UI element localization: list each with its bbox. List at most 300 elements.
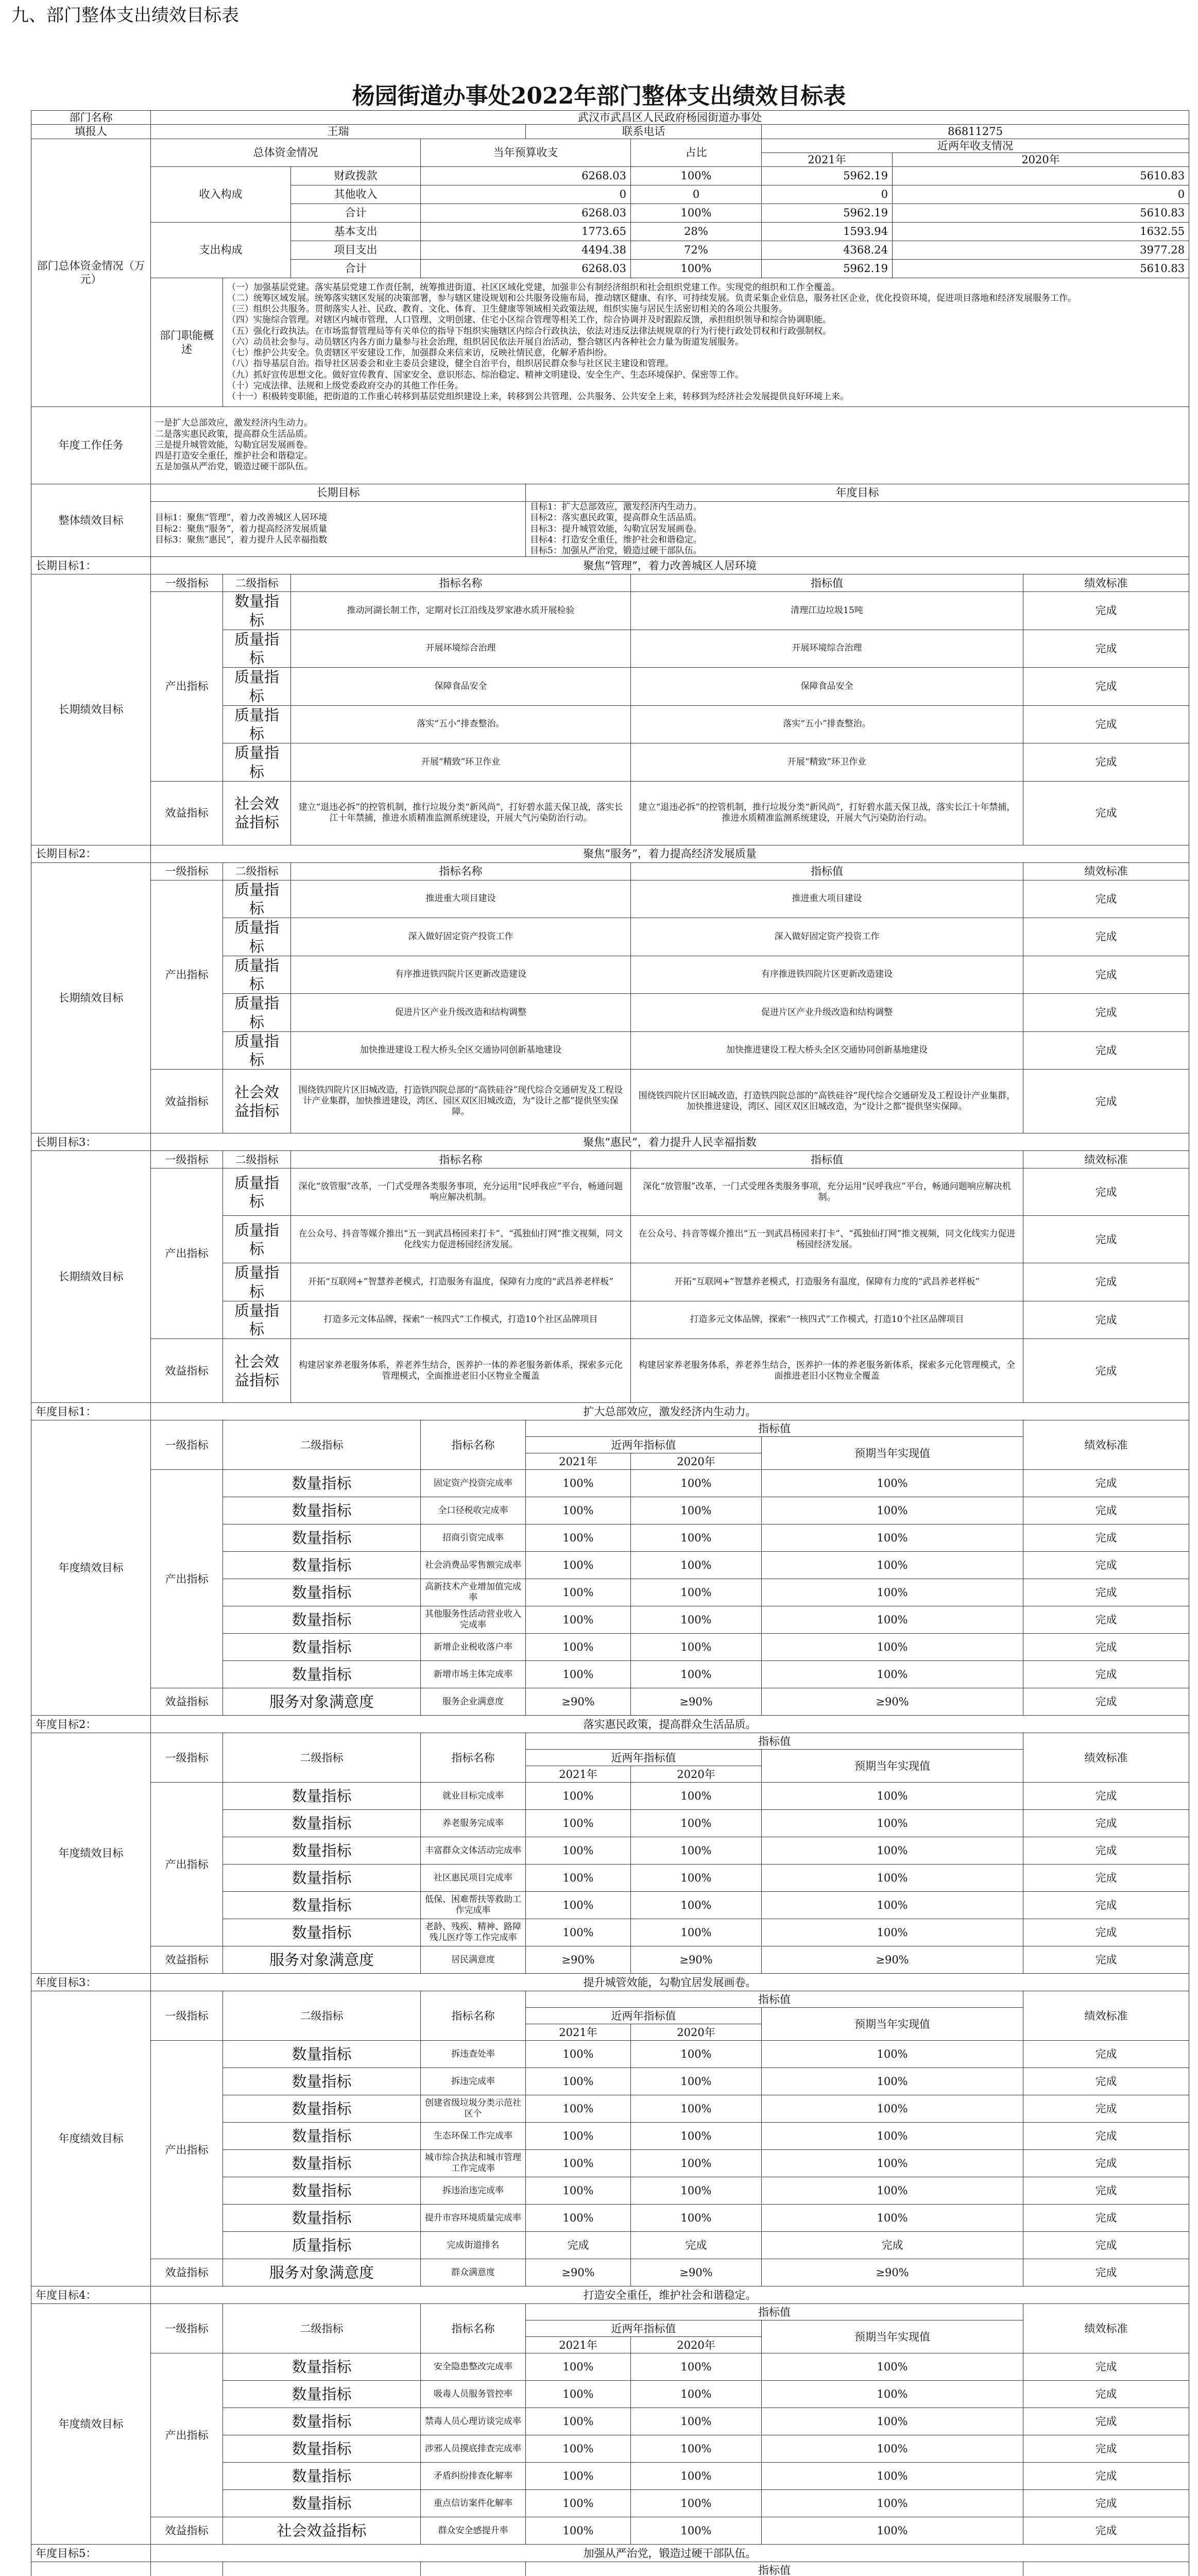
- year-goal-caption: 年度目标5：: [31, 2545, 151, 2562]
- long-goal-caption-row: [31, 557, 1189, 574]
- text-line: （四）实施综合管理。对辖区内城市管理、人口管理、文明创建、住宅小区综合管理等相关工作，综合协调并及时跟踪反馈，承担组织领导和综合协调职能。: [227, 315, 831, 326]
- header-l1: 一级指标: [151, 1991, 223, 2041]
- value-2021: 100%: [526, 1783, 631, 1810]
- header-l2: 二级指标: [223, 1151, 291, 1168]
- year-goal-name: 提升城管效能，勾勒宜居发展画卷。: [151, 1974, 1189, 1991]
- status-cell: 完成: [1023, 1634, 1189, 1661]
- header-recent: 近两年指标值: [526, 2320, 762, 2337]
- text-line: （十）完成法律、法规和上级党委政府交办的其他工作任务。: [227, 380, 464, 391]
- long-goal-caption-row: [31, 1133, 1189, 1151]
- long-goal-row: [31, 1070, 1189, 1133]
- value-expected: 100%: [762, 2517, 1023, 2545]
- funds-header-budget: 当年预算收支: [421, 139, 631, 167]
- header-l2: 二级指标: [223, 1991, 421, 2041]
- header-trend: 绩效标准: [1023, 1733, 1189, 1783]
- value-2021: 100%: [526, 1606, 631, 1634]
- value-2020: 100%: [631, 1634, 762, 1661]
- header-trend: 绩效标准: [1023, 574, 1189, 592]
- dept-row: [31, 111, 1189, 125]
- header-name: [421, 2562, 526, 2576]
- indicator-content: 开拓“互联网+”智慧养老模式，打造服务有温度，保障有力度的“武昌养老样板”: [291, 1263, 631, 1301]
- l2-cell: 数量指标: [223, 1606, 421, 1634]
- status-cell: 完成: [1023, 1579, 1189, 1606]
- value-2021: 100%: [526, 1919, 631, 1946]
- indicator-name: 生态环保工作完成率: [421, 2123, 526, 2150]
- status-cell: 完成: [1023, 1783, 1189, 1810]
- value-expected: 100%: [762, 2435, 1023, 2463]
- indicator-value: 加快推进建设工程大桥头全区交通协同创新基地建设: [631, 1031, 1023, 1070]
- l2-cell: 数量指标: [223, 2205, 421, 2232]
- indicator-name: 全口径税收完成率: [421, 1497, 526, 1524]
- funds-2020: 5610.83: [893, 167, 1189, 185]
- header-trend: 绩效标准: [1023, 1420, 1189, 1470]
- funds-2021: 0: [762, 185, 893, 204]
- header-value: 指标值: [631, 862, 1023, 880]
- funds-share: 100%: [631, 260, 762, 278]
- year-goal-label: [31, 2562, 151, 2576]
- text-line: （七）维护公共安全。负责辖区平安建设工作，加强群众来信来访，反映社情民意，化解矛盾纠纷。: [227, 348, 612, 359]
- status-cell: 完成: [1023, 743, 1189, 782]
- year-goal-caption: 年度目标2：: [31, 1716, 151, 1733]
- long-goal-row: [31, 592, 1189, 630]
- year-goal-header-row: [31, 1733, 1189, 1750]
- indicator-name: 新增市场主体完成率: [421, 1661, 526, 1688]
- indicator-content: 深入做好固定资产投资工作: [291, 918, 631, 956]
- value-expected: 100%: [762, 2381, 1023, 2408]
- value-2021: ≥90%: [526, 1688, 631, 1716]
- l1-output: 产出指标: [151, 1783, 223, 1946]
- value-2020: ≥90%: [631, 1688, 762, 1716]
- indicator-name: 社会消费品零售额完成率: [421, 1552, 526, 1579]
- funds-budget: 1773.65: [421, 223, 631, 241]
- l1-output: 产出指标: [151, 1470, 223, 1688]
- indicator-content: 有序推进铁四院片区更新改造建设: [291, 956, 631, 994]
- header-2020: 2020年: [631, 2024, 762, 2041]
- text-line: 目标2：聚焦“服务”，着力提高经济发展质量: [155, 523, 328, 534]
- indicator-name: 禁毒人员心理访谈完成率: [421, 2408, 526, 2435]
- long-goal-header-row: [31, 574, 1189, 592]
- value-2020: 100%: [631, 2381, 762, 2408]
- long-goal-header-row: [31, 862, 1189, 880]
- status-cell: 完成: [1023, 2150, 1189, 2177]
- value-expected: 100%: [762, 1892, 1023, 1919]
- indicator-name: 居民满意度: [421, 1946, 526, 1974]
- status-cell: 完成: [1023, 2353, 1189, 2381]
- header-l1: 一级指标: [151, 1733, 223, 1783]
- l1-output: 产出指标: [151, 2353, 223, 2517]
- status-cell: 完成: [1023, 1339, 1189, 1403]
- indicator-name: 社区惠民项目完成率: [421, 1865, 526, 1892]
- long-goal-row: [31, 1339, 1189, 1403]
- l2-cell: 数量指标: [223, 1810, 421, 1837]
- status-cell: 完成: [1023, 1070, 1189, 1133]
- value-expected: 100%: [762, 2463, 1023, 2490]
- header-trend: 绩效标准: [1023, 2304, 1189, 2353]
- indicator-name: 拆违治违完成率: [421, 2177, 526, 2205]
- l2-cell: 数量指标: [223, 1783, 421, 1810]
- header-name: 指标名称: [291, 574, 631, 592]
- value-expected: 100%: [762, 2068, 1023, 2095]
- header-l2: 二级指标: [223, 2304, 421, 2353]
- year-goal-caption: 年度目标3：: [31, 1974, 151, 1991]
- l1-benefit: 效益指标: [151, 2259, 223, 2286]
- l1-output: 产出指标: [151, 1168, 223, 1339]
- header-value: 指标值: [526, 2304, 1023, 2320]
- status-cell: 完成: [1023, 1524, 1189, 1552]
- dept-label: 部门名称: [31, 111, 151, 125]
- status-cell: 完成: [1023, 1837, 1189, 1865]
- value-2021: 100%: [526, 1579, 631, 1606]
- l2-cell: 数量指标: [223, 2041, 421, 2068]
- l2-cell: 数量指标: [223, 1634, 421, 1661]
- header-expected: 预期当年实现值: [762, 2008, 1023, 2041]
- year-goal-label: 年度绩效目标: [31, 1420, 151, 1716]
- header-2021: 2021年: [526, 1453, 631, 1470]
- funds-item: 项目支出: [291, 241, 421, 260]
- long-goal-label: 长期绩效目标: [31, 862, 151, 1133]
- header-name: 指标名称: [421, 1991, 526, 2041]
- header-name: 指标名称: [291, 1151, 631, 1168]
- status-cell: 完成: [1023, 1810, 1189, 1837]
- status-cell: 完成: [1023, 1919, 1189, 1946]
- text-line: 目标5：加强从严治党，锻造过硬干部队伍。: [530, 546, 702, 556]
- value-2020: 100%: [631, 1865, 762, 1892]
- indicator-content: 构建居家养老服务体系，养老养生结合，医养护一体的养老服务新体系，探索多元化管理模式，全面推进老旧小区物业全覆盖: [291, 1339, 631, 1403]
- header-trend: [1023, 2562, 1189, 2576]
- income-label: 收入构成: [151, 167, 291, 223]
- indicator-name: 完成街道排名: [421, 2232, 526, 2259]
- filler-name: 王瑞: [151, 125, 526, 139]
- indicator-value: 开展“精致”环卫作业: [631, 743, 1023, 782]
- value-2020: 100%: [631, 1524, 762, 1552]
- l1-benefit: 效益指标: [151, 1946, 223, 1974]
- value-2020: 100%: [631, 2150, 762, 2177]
- l2-cell: 数量指标: [223, 1579, 421, 1606]
- value-2021: 100%: [526, 2381, 631, 2408]
- funds-2020: 1632.55: [893, 223, 1189, 241]
- value-expected: 100%: [762, 2041, 1023, 2068]
- status-cell: 完成: [1023, 1263, 1189, 1301]
- status-cell: 完成: [1023, 2490, 1189, 2517]
- indicator-content: 促进片区产业升级改造和结构调整: [291, 994, 631, 1032]
- status-cell: 完成: [1023, 2381, 1189, 2408]
- header-value: 指标值: [526, 1420, 1023, 1437]
- header-2021: 2021年: [526, 1766, 631, 1783]
- overall-long-text: [151, 502, 526, 557]
- indicator-content: 推动河湖长制工作，定期对长江沿线及罗家港水质开展检验: [291, 592, 631, 630]
- indicator-name: 老龄、残疾、精神、路障残儿医疗等工作完成率: [421, 1919, 526, 1946]
- value-expected: 100%: [762, 2123, 1023, 2150]
- year-goal-label: 年度绩效目标: [31, 1733, 151, 1974]
- indicator-content: 加快推进建设工程大桥头全区交通协同创新基地建设: [291, 1031, 631, 1070]
- l2-cell: 数量指标: [223, 1892, 421, 1919]
- tasks-row: [31, 407, 1189, 484]
- header-trend: 绩效标准: [1023, 1991, 1189, 2041]
- value-2021: 100%: [526, 2205, 631, 2232]
- value-2021: 100%: [526, 2123, 631, 2150]
- l2-cell: 质量指标: [223, 1031, 291, 1070]
- overall-header-row: [31, 484, 1189, 502]
- funds-2020: 3977.28: [893, 241, 1189, 260]
- indicator-content: 建立“退违必拆”的控管机制，推行垃圾分类“新风尚”，打好碧水蓝天保卫战，落实长江十年禁捕，推进水质精准监测系统建设，开展大气污染防治行动。: [291, 781, 631, 845]
- header-name: 指标名称: [421, 1733, 526, 1783]
- value-expected: 100%: [762, 2095, 1023, 2123]
- funds-section-label: 部门总体资金情况（万元）: [31, 139, 151, 407]
- indicator-content: 打造多元文体品牌，探索“一核四式”工作模式，打造10个社区品牌项目: [291, 1301, 631, 1339]
- indicator-name: 矛盾纠纷排查化解率: [421, 2463, 526, 2490]
- indicator-content: 开展“精致”环卫作业: [291, 743, 631, 782]
- indicator-name: 固定资产投资完成率: [421, 1470, 526, 1497]
- text-line: 目标1：扩大总部效应，激发经济内生动力。: [530, 502, 702, 512]
- tasks-label: 年度工作任务: [31, 407, 151, 484]
- value-2021: 100%: [526, 1524, 631, 1552]
- indicator-name: 养老服务完成率: [421, 1810, 526, 1837]
- document-title: 杨园街道办事处2022年部门整体支出绩效目标表: [352, 83, 846, 109]
- value-expected: 100%: [762, 2150, 1023, 2177]
- year-goal-caption-row: [31, 2286, 1189, 2304]
- status-cell: 完成: [1023, 2068, 1189, 2095]
- status-cell: 完成: [1023, 2177, 1189, 2205]
- status-cell: 完成: [1023, 1301, 1189, 1339]
- status-cell: 完成: [1023, 956, 1189, 994]
- long-goal-caption: 长期目标3：: [31, 1133, 151, 1151]
- funds-2020: 5610.83: [893, 204, 1189, 223]
- status-cell: 完成: [1023, 2205, 1189, 2232]
- l2-cell: 质量指标: [223, 994, 291, 1032]
- value-2021: ≥90%: [526, 1946, 631, 1974]
- l2-cell: 质量指标: [223, 1216, 291, 1263]
- value-expected: 100%: [762, 2205, 1023, 2232]
- text-line: 目标4：打造安全重任，维护社会和谐稳定。: [530, 534, 702, 545]
- value-2021: 100%: [526, 2177, 631, 2205]
- l1-benefit: 效益指标: [151, 1339, 223, 1403]
- l2-cell: 数量指标: [223, 2381, 421, 2408]
- long-goal-label: 长期绩效目标: [31, 1151, 151, 1403]
- value-expected: ≥90%: [762, 1946, 1023, 1974]
- indicator-name: 服务企业满意度: [421, 1688, 526, 1716]
- value-2021: 100%: [526, 2463, 631, 2490]
- indicator-content: 在公众号、抖音等媒介推出“五一到武昌杨园来打卡”、“孤独仙打网”推文视频，同文化线实力促进杨园经济发展。: [291, 1216, 631, 1263]
- funds-2021: 5962.19: [762, 204, 893, 223]
- indicator-name: 拆违完成率: [421, 2068, 526, 2095]
- status-cell: 完成: [1023, 2123, 1189, 2150]
- value-2021: 100%: [526, 1865, 631, 1892]
- text-line: 目标3：提升城管效能，勾勒宜居发展画卷。: [530, 523, 702, 534]
- indicator-name: 涉邪人员摸底排查完成率: [421, 2435, 526, 2463]
- header-2021: 2021年: [526, 2337, 631, 2353]
- funds-share: 72%: [631, 241, 762, 260]
- year-goal-row: [31, 2517, 1189, 2545]
- indicator-name: 低保、困难帮扶等救助工作完成率: [421, 1892, 526, 1919]
- funds-item: 财政拨款: [291, 167, 421, 185]
- text-line: （八）指导基层自治。指导社区居委会和业主委员会建设，健全自治平台，组织居民群众参与社区民主建设和管理。: [227, 359, 674, 369]
- indicator-name: 城市综合执法和城市管理工作完成率: [421, 2150, 526, 2177]
- l2-cell: 数量指标: [223, 2095, 421, 2123]
- value-2020: 100%: [631, 1552, 762, 1579]
- status-cell: 完成: [1023, 1031, 1189, 1070]
- funds-item: 基本支出: [291, 223, 421, 241]
- status-cell: 完成: [1023, 1661, 1189, 1688]
- funds-row: [31, 167, 1189, 185]
- indicator-value: 促进片区产业升级改造和结构调整: [631, 994, 1023, 1032]
- year-goal-name: 打造安全重任，维护社会和谐稳定。: [151, 2286, 1189, 2304]
- year-goal-header-row: [31, 1991, 1189, 2008]
- value-expected: 100%: [762, 2490, 1023, 2517]
- indicator-value: 围绕铁四院片区旧城改造，打造铁四院总部的“高铁硅谷”现代综合交通研发及工程设计产业集群，加快推进建设，湾区、园区双区旧城改造，为“设计之都”提供坚实保障。: [631, 1070, 1023, 1133]
- header-value: 指标值: [631, 574, 1023, 592]
- l2-cell: 数量指标: [223, 1470, 421, 1497]
- indicator-content: 推进重大项目建设: [291, 880, 631, 918]
- value-2020: 100%: [631, 1606, 762, 1634]
- value-expected: 100%: [762, 1552, 1023, 1579]
- overall-year-text: [526, 502, 1189, 557]
- long-goal-name: 聚焦“惠民”，着力提升人民幸福指数: [151, 1133, 1189, 1151]
- value-2021: ≥90%: [526, 2259, 631, 2286]
- funds-item: 其他收入: [291, 185, 421, 204]
- value-expected: 100%: [762, 1661, 1023, 1688]
- duties-text: [223, 278, 1189, 407]
- status-cell: 完成: [1023, 1892, 1189, 1919]
- year-goal-caption-row: [31, 1974, 1189, 1991]
- year-goal-row: [31, 1688, 1189, 1716]
- l2-cell: 数量指标: [223, 1919, 421, 1946]
- value-expected: 100%: [762, 1783, 1023, 1810]
- l2-cell: 数量指标: [223, 1661, 421, 1688]
- value-2021: 100%: [526, 2353, 631, 2381]
- funds-2020: 0: [893, 185, 1189, 204]
- l2-cell: 社会效益指标: [223, 1339, 291, 1403]
- value-2020: 100%: [631, 1783, 762, 1810]
- text-line: （五）强化行政执法。在市场监督管理局等有关单位的指导下组织实施辖区内综合行政执法，依法对违反法律法规规章的行为行使行政处罚权和行政强制权。: [227, 326, 831, 336]
- year-goal-caption: 年度目标1：: [31, 1403, 151, 1420]
- funds-budget: 6268.03: [421, 167, 631, 185]
- text-line: （六）动员社会参与。动员辖区内各方面力量参与社会治理，组织居民依法开展自治活动，整合辖区内各种社会力量为街道发展服务。: [227, 336, 744, 347]
- status-cell: 完成: [1023, 1865, 1189, 1892]
- long-goal-name: 聚焦“服务”，着力提高经济发展质量: [151, 845, 1189, 862]
- funds-header-recent: 近两年收支情况: [762, 139, 1189, 152]
- status-cell: 完成: [1023, 781, 1189, 845]
- indicator-value: 开展环境综合治理: [631, 630, 1023, 668]
- l2-cell: 质量指标: [223, 1168, 291, 1216]
- indicator-name: 新增企业税收落户率: [421, 1634, 526, 1661]
- text-line: 二是落实惠民政策，提高群众生活品质。: [155, 429, 313, 439]
- value-2020: 100%: [631, 1497, 762, 1524]
- l2-cell: 数量指标: [223, 2353, 421, 2381]
- value-2021: 100%: [526, 1470, 631, 1497]
- l2-cell: 质量指标: [223, 2232, 421, 2259]
- header-2020: 2020年: [631, 2337, 762, 2353]
- indicator-content: 保障食品安全: [291, 668, 631, 706]
- value-expected: ≥90%: [762, 1688, 1023, 1716]
- header-l1: 一级指标: [151, 1151, 223, 1168]
- funds-row: [31, 223, 1189, 241]
- header-l1: 一级指标: [151, 1420, 223, 1470]
- text-line: 目标3：聚焦“惠民”，着力提升人民幸福指数: [155, 534, 328, 545]
- l1-benefit: 效益指标: [151, 781, 223, 845]
- status-cell: 完成: [1023, 668, 1189, 706]
- status-cell: 完成: [1023, 592, 1189, 630]
- l2-cell: 数量指标: [223, 1524, 421, 1552]
- value-2020: 100%: [631, 2353, 762, 2381]
- indicator-name: 其他服务性活动营业收入完成率: [421, 1606, 526, 1634]
- value-2020: 完成: [631, 2232, 762, 2259]
- long-goal-header-row: [31, 1151, 1189, 1168]
- value-2021: 100%: [526, 2041, 631, 2068]
- overall-long-header: 长期目标: [151, 484, 526, 502]
- value-2020: 100%: [631, 1579, 762, 1606]
- l1-benefit: 效益指标: [151, 2517, 223, 2545]
- value-expected: 100%: [762, 1837, 1023, 1865]
- value-2021: 完成: [526, 2232, 631, 2259]
- indicator-value: 打造多元文体品牌，探索“一核四式”工作模式，打造10个社区品牌项目: [631, 1301, 1023, 1339]
- status-cell: 完成: [1023, 1688, 1189, 1716]
- funds-header-total: 总体资金情况: [151, 139, 421, 167]
- header-2020: 2020年: [631, 1766, 762, 1783]
- header-l2: 二级指标: [223, 862, 291, 880]
- l2-cell: 数量指标: [223, 2177, 421, 2205]
- indicator-name: 群众安全感提升率: [421, 2517, 526, 2545]
- l2-cell: 质量指标: [223, 1263, 291, 1301]
- header-recent: 近两年指标值: [526, 2008, 762, 2024]
- header-l2: 二级指标: [223, 1733, 421, 1783]
- indicator-name: 安全隐患整改完成率: [421, 2353, 526, 2381]
- status-cell: 完成: [1023, 2435, 1189, 2463]
- value-2020: ≥90%: [631, 1946, 762, 1974]
- indicator-name: 创建省级垃圾分类示范社区个: [421, 2095, 526, 2123]
- text-line: （三）组织公共服务。贯彻落实人社、民政、教育、文化、体育、卫生健康等领域相关政策法规，组织实施与居民生活密切相关的各项公共服务。: [227, 304, 788, 315]
- header-name: 指标名称: [421, 1420, 526, 1470]
- funds-2021: 5962.19: [762, 167, 893, 185]
- status-cell: 完成: [1023, 1216, 1189, 1263]
- year-goal-label: 年度绩效目标: [31, 2304, 151, 2545]
- indicator-name: 拆违查处率: [421, 2041, 526, 2068]
- value-2020: 100%: [631, 2463, 762, 2490]
- overall-body-row: [31, 502, 1189, 557]
- phone-value: 86811275: [762, 125, 1189, 139]
- duties-label: 部门职能概述: [151, 278, 223, 407]
- value-2020: 100%: [631, 1470, 762, 1497]
- header-recent: 近两年指标值: [526, 1750, 762, 1766]
- header-recent: 近两年指标值: [526, 1437, 762, 1453]
- status-cell: 完成: [1023, 2408, 1189, 2435]
- header-value: 指标值: [631, 1151, 1023, 1168]
- status-cell: 完成: [1023, 1497, 1189, 1524]
- value-2020: 100%: [631, 2041, 762, 2068]
- value-expected: 100%: [762, 1634, 1023, 1661]
- indicator-name: 提升市容环境质量完成率: [421, 2205, 526, 2232]
- header-l2: 二级指标: [223, 1420, 421, 1470]
- header-value: 指标值: [526, 2562, 1023, 2576]
- header-expected: 预期当年实现值: [762, 2320, 1023, 2353]
- funds-budget: 4494.38: [421, 241, 631, 260]
- value-expected: 100%: [762, 1810, 1023, 1837]
- status-cell: 完成: [1023, 880, 1189, 918]
- text-line: （一）加强基层党建。落实基层党建工作责任制，统筹推进街道、社区区域化党建，加强非公有制经济组织和社会组织党建工作。实现党的组织和工作全覆盖。: [227, 282, 840, 293]
- status-cell: 完成: [1023, 1606, 1189, 1634]
- year-goal-caption-row: [31, 2545, 1189, 2562]
- indicator-value: 建立“退违必拆”的控管机制，推行垃圾分类“新风尚”，打好碧水蓝天保卫战，落实长江十年禁捕，推进水质精准监测系统建设，开展大气污染防治行动。: [631, 781, 1023, 845]
- status-cell: 完成: [1023, 918, 1189, 956]
- year-goal-caption-row: [31, 1403, 1189, 1420]
- l1-output: 产出指标: [151, 592, 223, 782]
- status-cell: 完成: [1023, 1470, 1189, 1497]
- l2-cell: 质量指标: [223, 880, 291, 918]
- long-goal-label: 长期绩效目标: [31, 574, 151, 845]
- header-trend: 绩效标准: [1023, 1151, 1189, 1168]
- indicator-content: 落实“五小”排查整治。: [291, 705, 631, 743]
- value-2020: 100%: [631, 2068, 762, 2095]
- value-expected: 100%: [762, 1524, 1023, 1552]
